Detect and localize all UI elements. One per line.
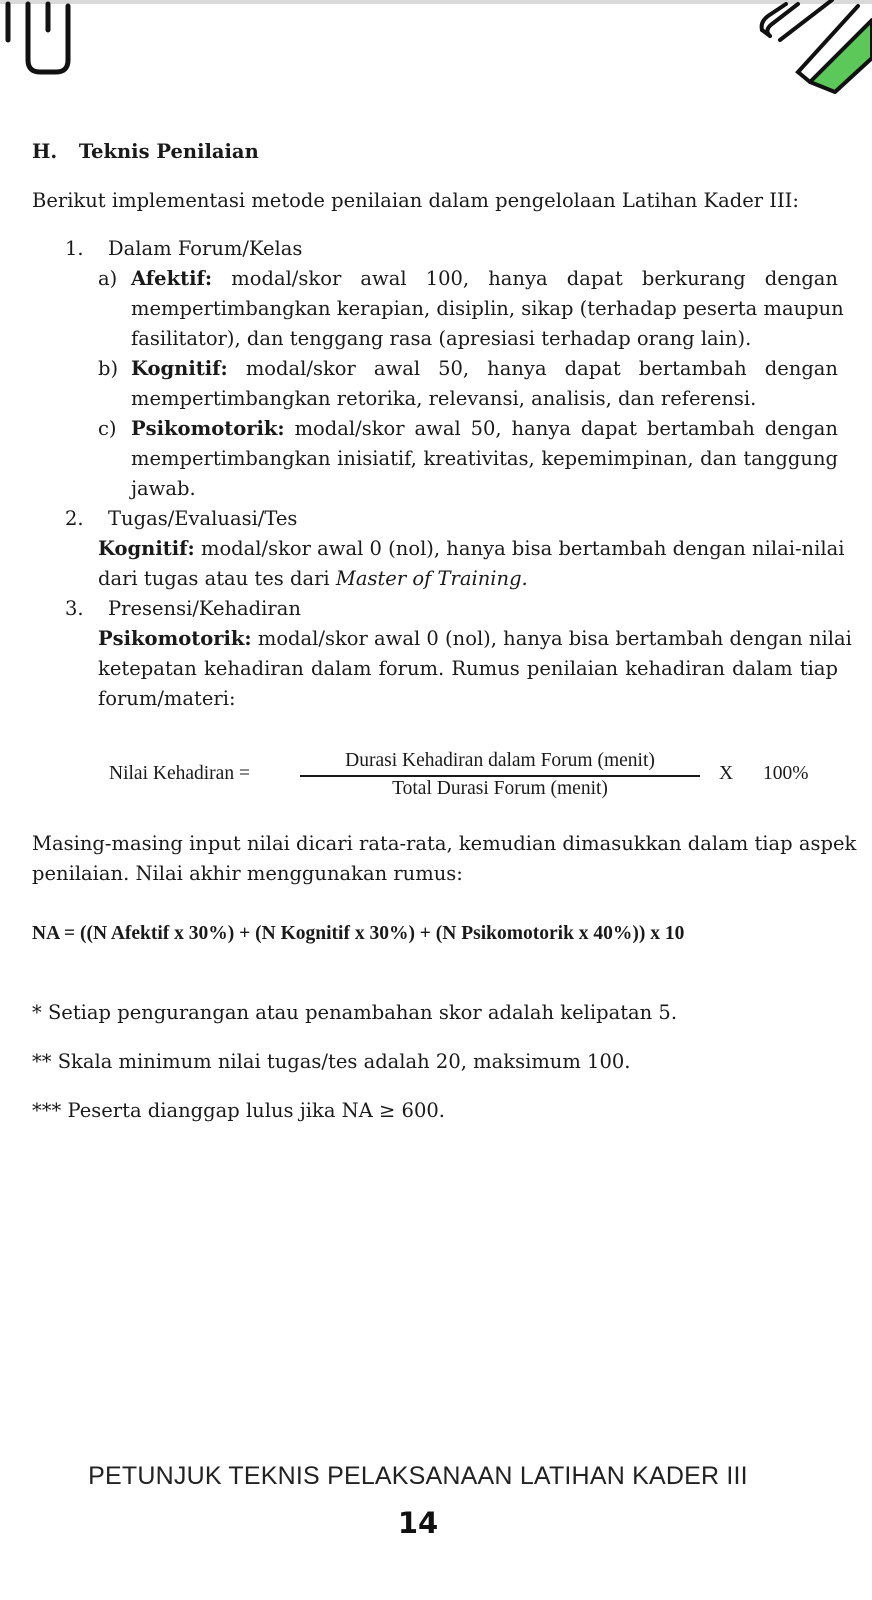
page-number: 14 xyxy=(397,1506,439,1540)
averaging-line2: penilaian. Nilai akhir menggunakan rumus: xyxy=(32,862,463,885)
formula-times: X xyxy=(719,763,734,784)
list-title: Tugas/Evaluasi/Tes xyxy=(108,507,298,530)
list-number: 1. xyxy=(65,237,84,260)
sub-letter-a: a) xyxy=(98,267,118,290)
binder-clip-icon xyxy=(0,0,80,80)
sub-item-b-line1 xyxy=(131,353,838,384)
item-3-line1 xyxy=(98,623,852,654)
note-1: * Setiap pengurangan atau penambahan skor adalah kelipatan 5. xyxy=(32,1001,678,1024)
sub-item-a-line2: mempertimbangkan kerapian, disiplin, sikap (terhadap peserta maupun xyxy=(131,297,844,320)
list-number: 3. xyxy=(65,597,84,620)
list-item-1 xyxy=(65,233,302,264)
term-psikomotorik-3: Psikomotorik: xyxy=(98,627,252,650)
list-item-3 xyxy=(65,593,301,624)
item-2-line2 xyxy=(98,563,528,594)
formula-multiplier: 100% xyxy=(763,763,809,784)
term-psikomotorik: Psikomotorik: xyxy=(131,417,285,440)
averaging-line1: Masing-masing input nilai dicari rata-rata, kemudian dimasukkan dalam tiap aspek xyxy=(32,832,857,855)
footer-title: PETUNJUK TEKNIS PELAKSANAAN LATIHAN KADER III xyxy=(88,1462,748,1490)
item-3-text1: modal/skor awal 0 (nol), hanya bisa bertambah dengan nilai xyxy=(257,627,852,650)
formula-lhs: Nilai Kehadiran = xyxy=(109,763,250,784)
section-heading xyxy=(32,136,259,167)
list-title: Dalam Forum/Kelas xyxy=(108,237,303,260)
section-heading-text: Teknis Penilaian xyxy=(78,140,259,163)
sub-item-a-text1: modal/skor awal 100, hanya dapat berkurang dengan xyxy=(231,267,838,290)
sub-letter-b: b) xyxy=(98,357,119,380)
intro-paragraph: Berikut implementasi metode penilaian dalam pengelolaan Latihan Kader III: xyxy=(32,189,799,212)
formula-numerator: Durasi Kehadiran dalam Forum (menit) xyxy=(345,750,655,771)
sub-letter-c: c) xyxy=(98,417,117,440)
item-3-line2: ketepatan kehadiran dalam forum. Rumus penilaian kehadiran dalam tiap xyxy=(98,657,838,680)
item-2-text1: modal/skor awal 0 (nol), hanya bisa bertambah dengan nilai-nilai xyxy=(200,537,845,560)
sub-item-c-line3: jawab. xyxy=(131,477,196,500)
sub-item-b-line2: mempertimbangkan retorika, relevansi, analisis, dan referensi. xyxy=(131,387,757,410)
item-2-line1 xyxy=(98,533,845,564)
item-3-line3: forum/materi: xyxy=(98,687,236,710)
sub-item-a-line1 xyxy=(131,263,838,294)
note-3: *** Peserta dianggap lulus jika NA ≥ 600. xyxy=(32,1099,445,1122)
sub-item-c-text1: modal/skor awal 50, hanya dapat bertambah dengan xyxy=(294,417,838,440)
section-heading-letter: H. xyxy=(32,140,58,163)
master-of-training: Master of Training. xyxy=(335,567,528,590)
list-title: Presensi/Kehadiran xyxy=(108,597,301,620)
note-2: ** Skala minimum nilai tugas/tes adalah 20, maksimum 100. xyxy=(32,1050,631,1073)
sub-item-c-line2: mempertimbangkan inisiatif, kreativitas, kepemimpinan, dan tanggung xyxy=(131,447,838,470)
green-pencil-icon xyxy=(740,0,872,100)
term-kognitif: Kognitif: xyxy=(131,357,228,380)
item-2-text2: dari tugas atau tes dari xyxy=(98,567,336,590)
list-number: 2. xyxy=(65,507,84,530)
sub-item-b-text1: modal/skor awal 50, hanya dapat bertambah dengan xyxy=(245,357,838,380)
sub-item-c-line1 xyxy=(131,413,838,444)
term-kognitif-2: Kognitif: xyxy=(98,537,195,560)
list-item-2 xyxy=(65,503,297,534)
final-formula: NA = ((N Afektif x 30%) + (N Kognitif x 30%) + (N Psikomotorik x 40%)) x 10 xyxy=(32,923,685,944)
term-afektif: Afektif: xyxy=(131,267,213,290)
sub-item-a-line3: fasilitator), dan tenggang rasa (apresiasi terhadap orang lain). xyxy=(131,327,752,350)
formula-denominator: Total Durasi Forum (menit) xyxy=(392,778,608,799)
